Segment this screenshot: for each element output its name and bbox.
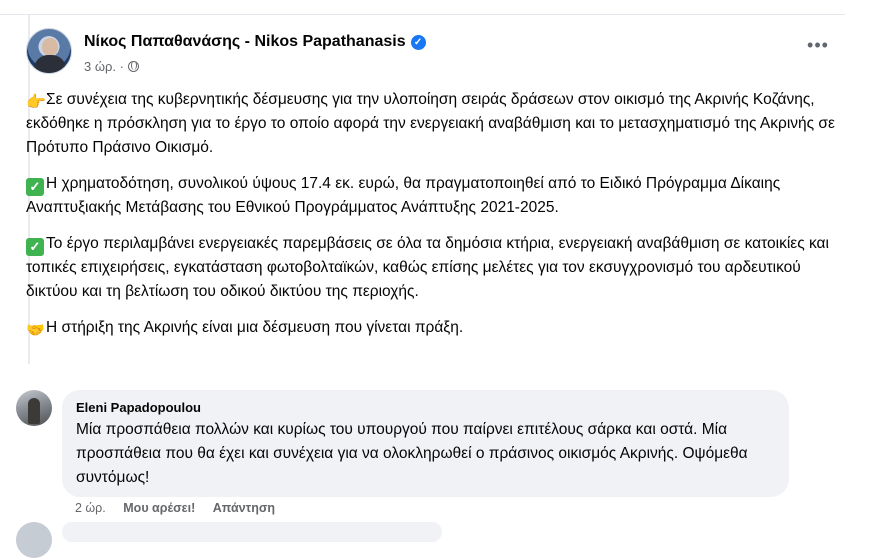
verified-badge-icon: ✓ — [411, 35, 426, 50]
next-commenter-avatar[interactable] — [16, 522, 52, 558]
comment-bubble — [62, 390, 789, 497]
author-avatar[interactable] — [26, 28, 72, 74]
avatar-face — [42, 38, 58, 56]
point-right-icon: 👉 — [26, 94, 46, 111]
next-comment-bubble — [62, 522, 442, 542]
avatar-figure — [28, 398, 40, 424]
author-name-row[interactable] — [84, 33, 426, 51]
avatar-suit — [34, 55, 66, 74]
more-options-button[interactable]: ••• — [807, 35, 829, 55]
post-paragraph — [26, 232, 841, 304]
globe-icon — [128, 61, 139, 72]
post-time[interactable]: 3 ώρ. · — [84, 59, 124, 74]
comment-text: Μία προσπάθεια πολλών και κυρίως του υπουργού που παίρνει επιτέλους σάρκα και οστά. Μία προσπάθεια που θα έχει και συνέχεια για να ολοκληρωθεί ο πράσινος οικισμός Ακρινής. Οψόμεθα συντόμως! — [76, 421, 748, 486]
post-meta — [84, 59, 139, 74]
post-header — [26, 26, 841, 82]
post-paragraph — [26, 172, 841, 220]
post-paragraph — [26, 316, 841, 340]
commenter-avatar[interactable] — [16, 390, 52, 426]
like-comment-button[interactable]: Μου αρέσει! — [123, 501, 196, 515]
paragraph-text: Η χρηματοδότηση, συνολικού ύψους 17.4 εκ. ευρώ, θα πραγματοποιηθεί από το Ειδικό Πρόγραμμα Δίκαιης Αναπτυξιακής Μετάβασης του Εθνικού Προγράμματος Ανάπτυξης 2021-2025. — [26, 175, 781, 216]
paragraph-text: Σε συνέχεια της κυβερνητικής δέσμευσης για την υλοποίηση σειράς δράσεων στον οικισμό της Ακρινής Κοζάνης, εκδόθηκε η πρόσκληση για το έργο το οποίο αφορά την ενεργειακή αναβάθμιση και το μετασχηματισμό της Ακρινής σε Πρότυπο Πράσινο Οικισμό. — [26, 91, 835, 156]
commenter-name[interactable]: Eleni Papadopoulou — [76, 400, 201, 415]
comment-time[interactable]: 2 ώρ. — [75, 501, 106, 515]
paragraph-text: Το έργο περιλαμβάνει ενεργειακές παρεμβάσεις σε όλα τα δημόσια κτήρια, ενεργειακή αναβάθμιση σε κατοικίες και τοπικές επιχειρήσεις, εγκατάσταση φωτοβολταϊκών, καθώς επίσης μελέτες για τον εκσυγχρονισμό του αρδευτικού δικτύου και τη βελτίωση του οδικού δικτύου της περιοχής. — [26, 235, 829, 300]
author-name[interactable]: Νίκος Παπαθανάσης - Nikos Papathanasis — [84, 33, 406, 50]
comment-actions — [75, 501, 289, 515]
top-edge — [0, 0, 845, 15]
paragraph-text: Η στήριξη της Ακρινής είναι μια δέσμευση που γίνεται πράξη. — [46, 319, 464, 336]
reply-button[interactable]: Απάντηση — [212, 501, 276, 515]
post-paragraph — [26, 88, 841, 160]
handshake-icon: 🤝 — [26, 322, 45, 339]
post-body — [26, 88, 841, 352]
check-mark-icon: ✓ — [26, 178, 44, 196]
check-mark-icon: ✓ — [26, 238, 44, 256]
